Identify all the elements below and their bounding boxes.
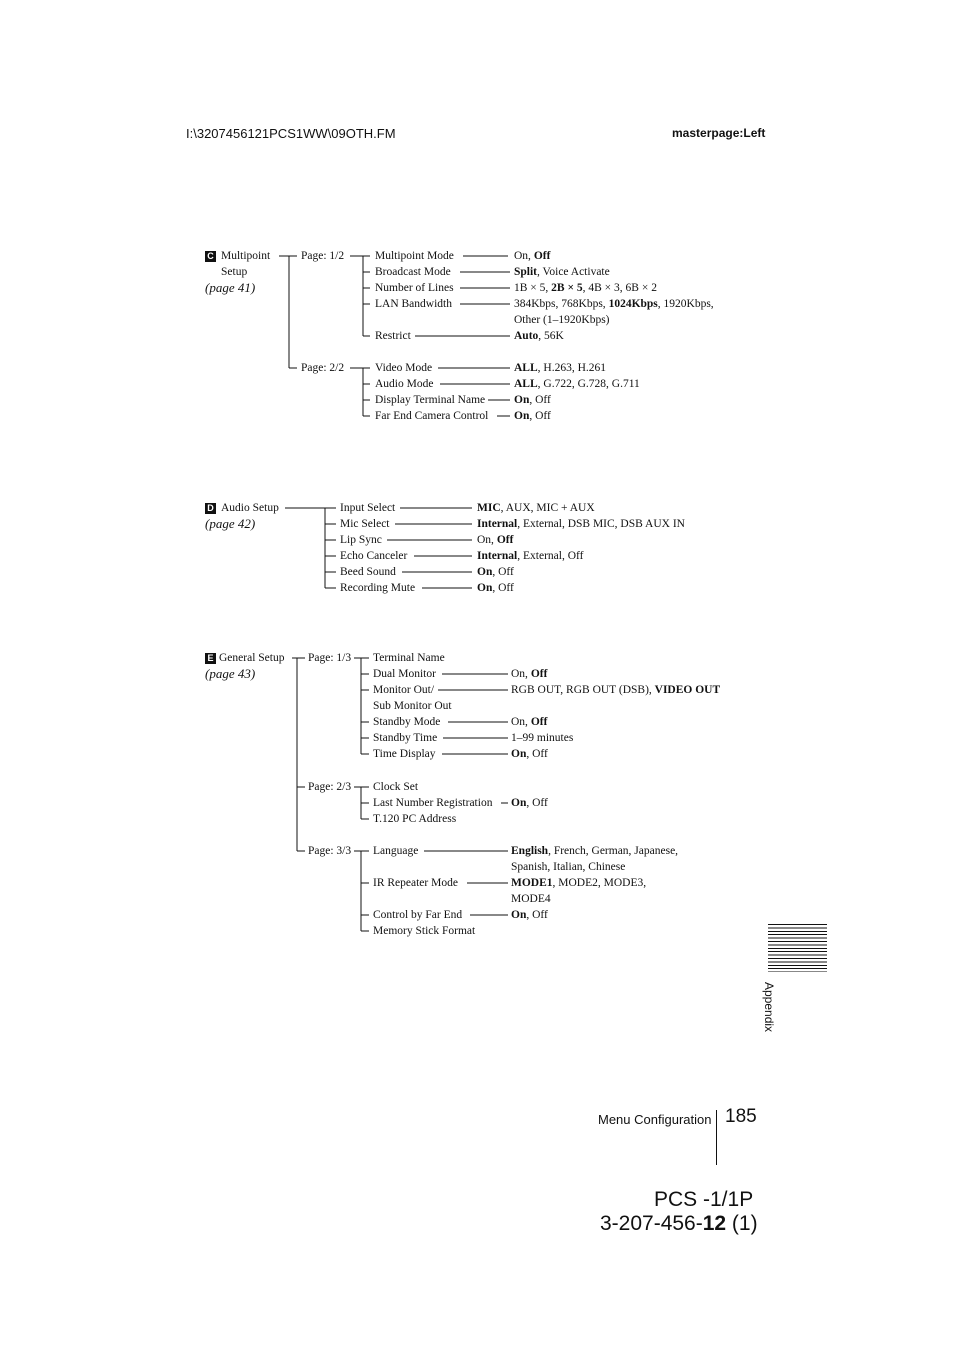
menu-item-label: Mic Select bbox=[340, 518, 390, 530]
section-c-page2-label: Page: 2/2 bbox=[301, 362, 345, 374]
menu-item-label: Lip Sync bbox=[340, 534, 382, 546]
menu-item-value-line2: MODE4 bbox=[511, 893, 551, 905]
section-c-title-line2: Setup bbox=[221, 266, 248, 278]
menu-item-label: Control by Far End bbox=[373, 909, 463, 921]
section-e-page3-label: Page: 3/3 bbox=[308, 845, 352, 857]
page-number: 185 bbox=[725, 1106, 757, 1127]
masterpage-label: masterpage:Left bbox=[672, 126, 766, 140]
menu-item-label: Language bbox=[373, 845, 419, 857]
menu-item-label: Video Mode bbox=[375, 362, 433, 374]
menu-item-value: MODE1, MODE2, MODE3, bbox=[511, 877, 647, 889]
menu-item-value: On, Off bbox=[514, 394, 551, 406]
menu-item-label: Multipoint Mode bbox=[375, 250, 454, 262]
menu-item-label: Recording Mute bbox=[340, 582, 416, 594]
menu-item-label: IR Repeater Mode bbox=[373, 877, 458, 889]
menu-item-value: On, Off bbox=[514, 410, 551, 422]
menu-item-value: ALL, H.263, H.261 bbox=[514, 362, 607, 374]
menu-item-value: ALL, G.722, G.728, G.711 bbox=[514, 378, 640, 390]
section-d-badge: D bbox=[205, 503, 216, 514]
part-number: 3-207-456-12 (1) bbox=[600, 1212, 758, 1235]
menu-item-label: LAN Bandwidth bbox=[375, 298, 452, 310]
menu-item-value-line2: Other (1–1920Kbps) bbox=[514, 314, 610, 326]
section-d-title: Audio Setup bbox=[221, 502, 279, 514]
menu-item-label: Beed Sound bbox=[340, 566, 396, 578]
menu-item-label: Restrict bbox=[375, 330, 411, 342]
footer-section-title: Menu Configuration bbox=[598, 1112, 712, 1127]
menu-item-value: On, Off bbox=[511, 668, 548, 680]
menu-item-label: Far End Camera Control bbox=[375, 410, 489, 422]
menu-item-value-line2: Spanish, Italian, Chinese bbox=[511, 861, 626, 873]
section-e-title: General Setup bbox=[219, 652, 285, 664]
menu-item-value: Internal, External, Off bbox=[477, 550, 584, 562]
menu-item-value: On, Off bbox=[477, 534, 514, 546]
section-c-badge: C bbox=[205, 251, 216, 262]
menu-item-value: 1B × 5, 2B × 5, 4B × 3, 6B × 2 bbox=[514, 282, 657, 294]
menu-item-value: On, Off bbox=[477, 566, 514, 578]
menu-item-label: Display Terminal Name bbox=[375, 394, 486, 406]
menu-item-value: Split, Voice Activate bbox=[514, 266, 610, 278]
section-e-page-ref: (page 43) bbox=[205, 666, 256, 681]
menu-item-label: Clock Set bbox=[373, 781, 419, 793]
menu-item-value: MIC, AUX, MIC + AUX bbox=[477, 502, 595, 514]
section-c-title: Multipoint bbox=[221, 250, 271, 262]
menu-item-value: Auto, 56K bbox=[514, 330, 564, 342]
menu-item-label: Memory Stick Format bbox=[373, 925, 476, 937]
menu-item-value: On, Off bbox=[511, 748, 548, 760]
side-tab-hatch bbox=[768, 924, 827, 972]
menu-item-label: Dual Monitor bbox=[373, 668, 436, 680]
side-tab-label: Appendix bbox=[762, 982, 776, 1033]
menu-item-label: Standby Time bbox=[373, 732, 438, 744]
menu-item-label: Monitor Out/ bbox=[373, 684, 435, 696]
menu-item-label: T.120 PC Address bbox=[373, 813, 457, 825]
menu-item-label: Last Number Registration bbox=[373, 797, 493, 809]
footer-divider bbox=[716, 1110, 717, 1165]
menu-item-value: 1–99 minutes bbox=[511, 732, 574, 744]
menu-item-value: English, French, German, Japanese, bbox=[511, 845, 679, 857]
menu-item-label: Time Display bbox=[373, 748, 436, 760]
menu-item-value: Internal, External, DSB MIC, DSB AUX IN bbox=[477, 518, 685, 530]
menu-item-label: Standby Mode bbox=[373, 716, 441, 728]
menu-item-value: 384Kbps, 768Kbps, 1024Kbps, 1920Kbps, bbox=[514, 298, 714, 310]
menu-item-label: Input Select bbox=[340, 502, 396, 514]
menu-item-label: Terminal Name bbox=[373, 652, 445, 664]
menu-item-label: Broadcast Mode bbox=[375, 266, 451, 278]
menu-item-value: On, Off bbox=[477, 582, 514, 594]
section-c-page-ref: (page 41) bbox=[205, 280, 256, 295]
menu-item-value: On, Off bbox=[511, 909, 548, 921]
menu-item-label: Echo Canceler bbox=[340, 550, 408, 562]
section-c-page1-label: Page: 1/2 bbox=[301, 250, 345, 262]
menu-item-label: Number of Lines bbox=[375, 282, 454, 294]
file-path: I:\3207456121PCS1WW\09OTH.FM bbox=[186, 126, 396, 141]
section-e-page1-label: Page: 1/3 bbox=[308, 652, 352, 664]
section-e-page2-label: Page: 2/3 bbox=[308, 781, 352, 793]
menu-item-value: RGB OUT, RGB OUT (DSB), VIDEO OUT bbox=[511, 684, 721, 696]
section-e-badge: E bbox=[205, 653, 216, 664]
menu-item-label: Audio Mode bbox=[375, 378, 434, 390]
menu-item-value: On, Off bbox=[511, 797, 548, 809]
section-d-page-ref: (page 42) bbox=[205, 516, 256, 531]
menu-item-value: On, Off bbox=[511, 716, 548, 728]
model-name: PCS -1/1P bbox=[654, 1188, 754, 1211]
menu-item-value: On, Off bbox=[514, 250, 551, 262]
menu-item-label-line2: Sub Monitor Out bbox=[373, 700, 452, 712]
